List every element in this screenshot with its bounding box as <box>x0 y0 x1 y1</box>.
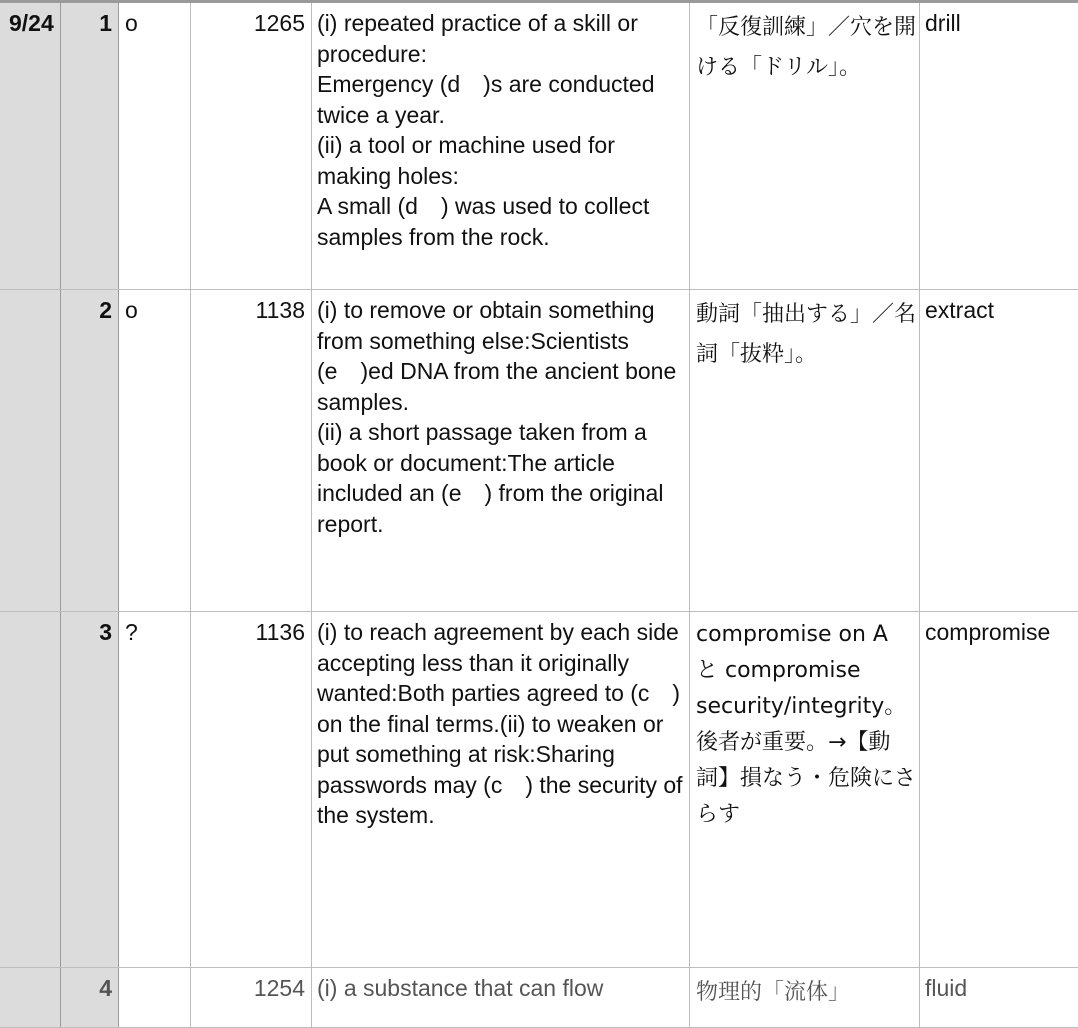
mark-cell[interactable] <box>119 968 191 1027</box>
id-cell[interactable]: 1254 <box>191 968 312 1027</box>
note-cell[interactable]: 物理的「流体」 <box>690 968 920 1027</box>
id-cell[interactable]: 1138 <box>191 290 312 611</box>
definition-cell[interactable]: (i) a substance that can flow <box>312 968 690 1027</box>
table-row[interactable] <box>0 612 1078 968</box>
id-cell[interactable]: 1265 <box>191 3 312 289</box>
note-cell[interactable]: compromise on A と compromise security/integrity。後者が重要。→【動詞】損なう・危険にさらす <box>690 612 920 967</box>
mark-cell[interactable]: o <box>119 290 191 611</box>
number-cell[interactable]: 1 <box>61 3 119 289</box>
number-cell[interactable]: 2 <box>61 290 119 611</box>
number-cell[interactable]: 3 <box>61 612 119 967</box>
definition-cell[interactable]: (i) to remove or obtain something from something else:Scientists (e )ed DNA from the ancient bone samples. (ii) a short passage taken from a book or document:The article included an (e ) from the original report. <box>312 290 690 611</box>
table-row[interactable] <box>0 290 1078 612</box>
table-row[interactable] <box>0 3 1078 290</box>
word-cell[interactable]: fluid <box>925 975 968 1001</box>
date-cell[interactable]: 9/24 <box>0 3 61 289</box>
mark-cell[interactable]: ? <box>119 612 191 967</box>
number-cell[interactable]: 4 <box>61 968 119 1027</box>
note-cell[interactable]: 動詞「抽出する」／名詞「抜粋」。 <box>690 290 920 611</box>
table-row[interactable] <box>0 968 1078 1028</box>
word-cell[interactable]: drill <box>925 10 961 36</box>
word-cell[interactable]: extract <box>925 297 995 323</box>
definition-cell[interactable]: (i) repeated practice of a skill or procedure: Emergency (d )s are conducted twice a year. (ii) a tool or machine used for making holes: A small (d ) was used to collect samples from the rock. <box>312 3 690 289</box>
date-cell[interactable] <box>0 290 61 611</box>
mark-cell[interactable]: o <box>119 3 191 289</box>
id-cell[interactable]: 1136 <box>191 612 312 967</box>
note-cell[interactable]: 「反復訓練」／穴を開ける「ドリル」。 <box>690 3 920 289</box>
definition-cell[interactable]: (i) to reach agreement by each side accepting less than it originally wanted:Both parties agreed to (c ) on the final terms.(ii) to weaken or put something at risk:Sharing passwords may (c ) the security of the system. <box>312 612 690 967</box>
date-cell[interactable] <box>0 968 61 1027</box>
word-cell[interactable]: compromise <box>925 619 1051 645</box>
date-cell[interactable] <box>0 612 61 967</box>
